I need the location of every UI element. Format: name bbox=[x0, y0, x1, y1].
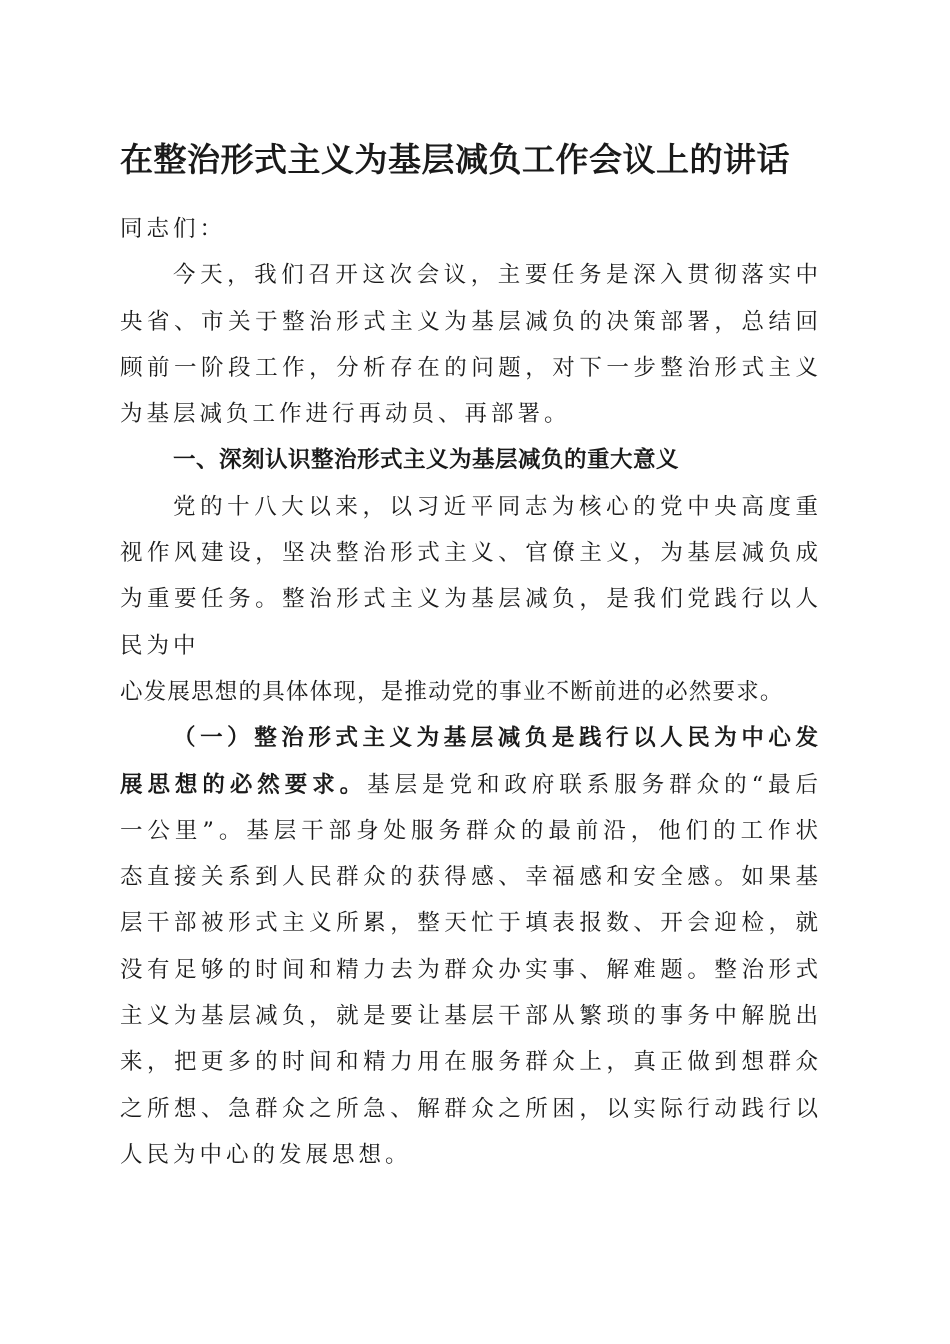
section-1-paragraph-start: 党的十八大以来，以习近平同志为核心的党中央高度重视作风建设，坚决整治形式主义、官僚主义，为基层减负成为重要任务。整治形式主义为基层减负，是我们党践行以人民为中 bbox=[120, 493, 822, 659]
section-heading-1: 一、深刻认识整治形式主义为基层减负的重大意义 bbox=[173, 447, 680, 474]
salutation: 同志们： bbox=[120, 216, 227, 242]
section-1-paragraph bbox=[120, 484, 822, 715]
section-1-paragraph-end: 心发展思想的具体体现，是推动党的事业不断前进的必然要求。 bbox=[120, 678, 784, 705]
document-body bbox=[120, 206, 822, 1178]
subsection-1-body: 基层是党和政府联系服务群众的“最后一公里”。基层干部身处服务群众的最前沿，他们的工作状态直接关系到人民群众的获得感、幸福感和安全感。如果基层干部被形式主义所累，整天忙于填表报数、开会迎检，就没有足够的时间和精力去为群众办实事、解难题。整治形式主义为基层减负，就是要让基层干部从繁琐的事务中解脱出来，把更多的时间和精力用在服务群众上，真正做到想群众之所想、急群众之所急、解群众之所困，以实际行动践行以人民为中心的发展思想。 bbox=[120, 771, 822, 1168]
document-title: 在整治形式主义为基层减负工作会议上的讲话 bbox=[120, 140, 790, 179]
subsection-1-paragraph bbox=[120, 715, 822, 1178]
subsection-heading-1: （一）整治形式主义为基层减负是践行以人民为中心发展思想的必然要求。 bbox=[120, 725, 822, 798]
intro-paragraph: 今天，我们召开这次会议，主要任务是深入贯彻落实中央省、市关于整治形式主义为基层减负的决策部署，总结回顾前一阶段工作，分析存在的问题，对下一步整治形式主义为基层减负工作进行再动员、再部署。 bbox=[120, 262, 822, 428]
